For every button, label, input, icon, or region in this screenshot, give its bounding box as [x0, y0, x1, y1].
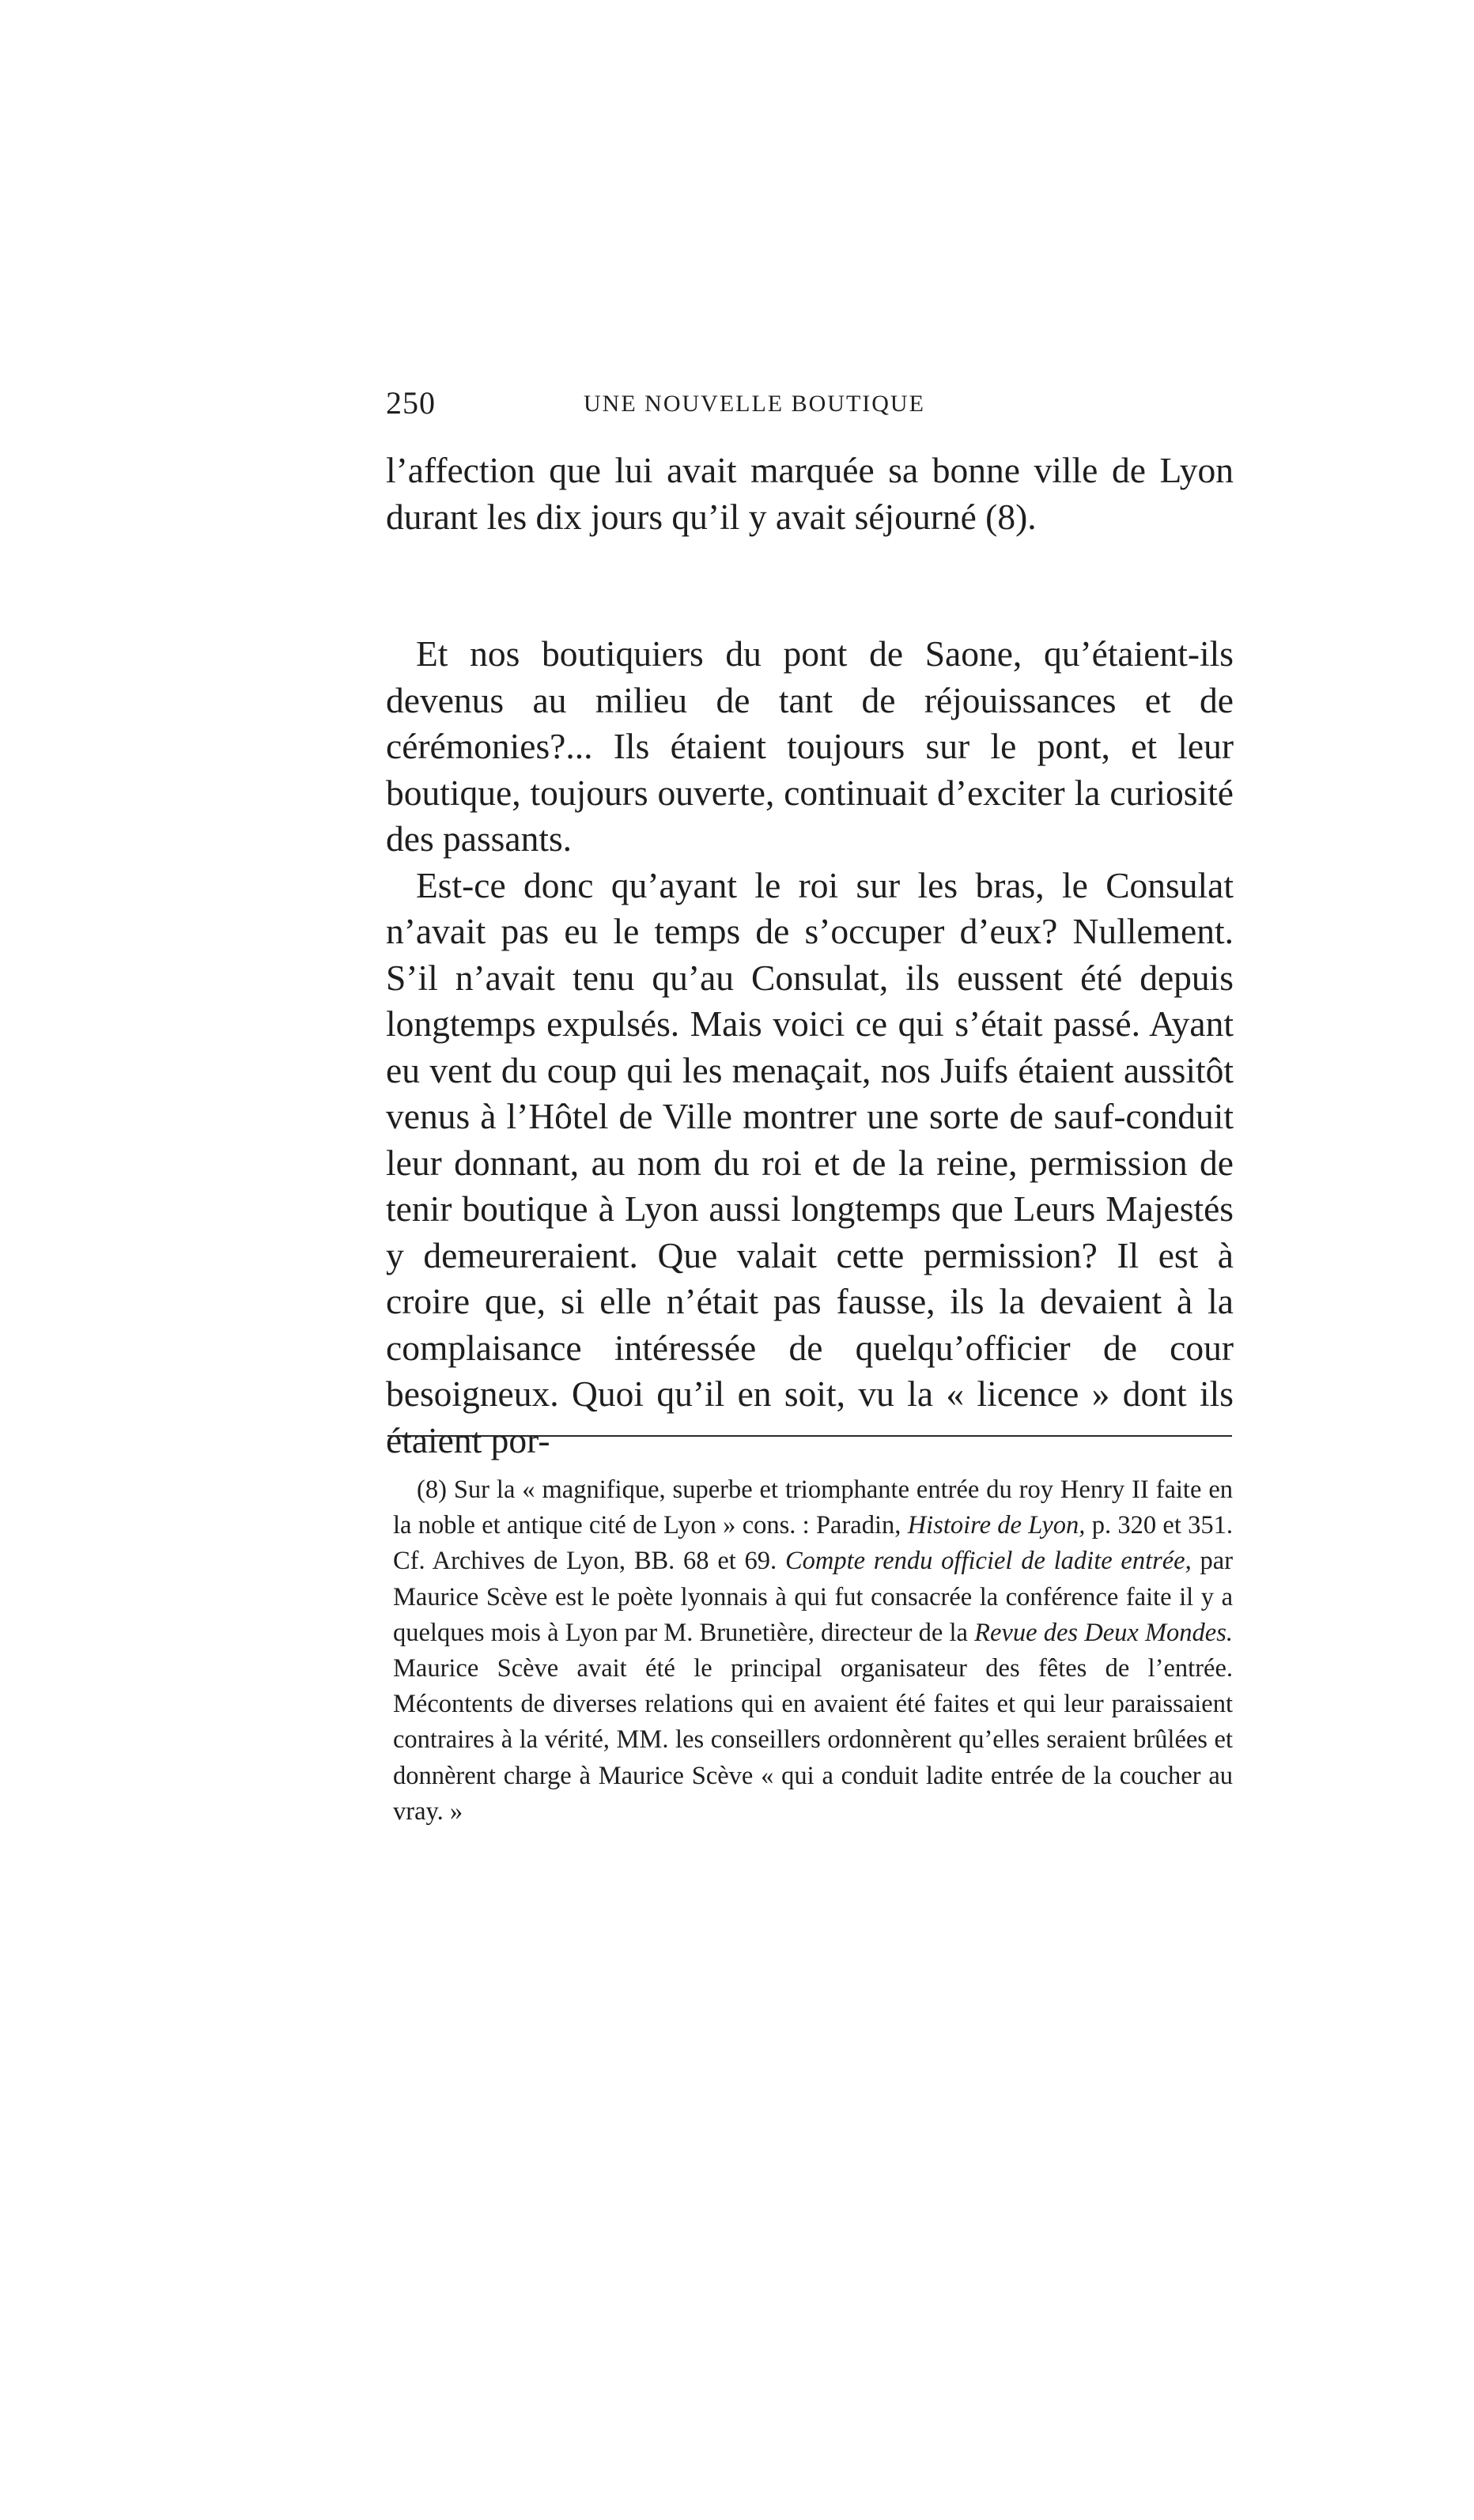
footnote-separator-rule [387, 1435, 1232, 1437]
footnote-text: Maurice Scève avait été le principal organisateur des fêtes de l’entrée. Mécontents de diverses relations qui en avaient été faites et qui leur paraissaient contraires à la vérité, MM. les conseillers ordonnèrent qu’elles seraient brûlées et donnèrent charge à Maurice Scève « qui a conduit ladite entrée de la coucher au vray. » [393, 1654, 1233, 1826]
paragraph-continued: l’affection que lui avait marquée sa bonne ville de Lyon durant les dix jours qu’il y avait séjourné (8). [386, 450, 1234, 537]
body-text-main [386, 631, 1234, 1464]
footnote [393, 1472, 1233, 1830]
page-header [386, 384, 1234, 432]
footnote-text: (8) Sur la « magnifique, superbe et triomphante entrée du roy Henry II faite en la noble et antique cité de Lyon » cons. : Paradin, [393, 1475, 1233, 1540]
footnote-text: p. 320 et 351. Cf. Archives de Lyon, BB. 68 et 69. [393, 1511, 1234, 1576]
paragraph: Est-ce donc qu’ayant le roi sur les bras, le Consulat n’avait pas eu le temps de s’occuper d’eux? Nullement. S’il n’avait tenu qu’au Consulat, ils eussent été depuis longtemps expulsés. Mais voici ce qui s’était passé. Ayant eu vent du coup qui les menaçait, nos Juifs étaient aussitôt venus à l’Hôtel de Ville montrer une sorte de sauf-conduit leur donnant, au nom du roi et de la reine, permission de tenir boutique à Lyon aussi longtemps que Leurs Majestés y demeureraient. Que valait cette permission? Il est à croire que, si elle n’était pas fausse, ils la devaient à la complaisance intéressée de quelqu’officier de cour besoigneux. Quoi qu’il en soit, vu la « licence » dont ils étaient por- [386, 864, 1234, 1460]
footnote-text: par Maurice Scève est le poète lyonnais à qui fut consacrée la conférence faite il y a quelques mois à Lyon par M. Brunetière, directeur de la [393, 1547, 1234, 1647]
footnote-italic-title: Revue des Deux Mondes. [974, 1618, 1233, 1647]
footnote-italic-title: Compte rendu officiel de ladite entrée, [784, 1547, 1192, 1576]
page-number: 250 [386, 385, 436, 421]
footnote-italic-title: Histoire de Lyon, [907, 1511, 1086, 1540]
body-text-top [386, 448, 1234, 540]
paragraph: Et nos boutiquiers du pont de Saone, qu’étaient-ils devenus au milieu de tant de réjouissances et de cérémonies?... Ils étaient toujours sur le pont, et leur boutique, toujours ouverte, continuait d’exciter la curiosité des passants. [386, 633, 1234, 859]
running-head: UNE NOUVELLE BOUTIQUE [584, 391, 925, 417]
